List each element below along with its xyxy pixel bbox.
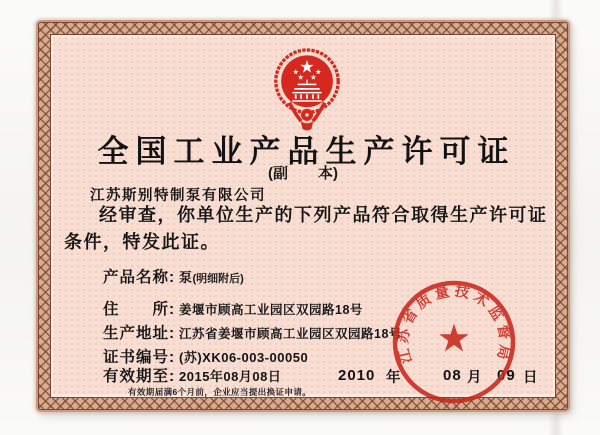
official-seal-stamp [388, 276, 520, 408]
field-value: 2015年08月08日 [179, 369, 282, 384]
certificate-title: 全国工业产品生产许可证 [97, 134, 516, 169]
license-certificate [36, 20, 570, 412]
field-value: 江苏省姜堰市顾高工业园区双园路18号 [179, 327, 402, 341]
company-name: 江苏斯别特制泵有限公司 [90, 188, 266, 204]
field-label: 产品名称: [103, 269, 176, 286]
issue-month: 08 [443, 367, 462, 384]
issue-year: 2010 [338, 367, 376, 384]
field-production-address [103, 321, 402, 343]
field-label: 生产地址: [103, 325, 176, 342]
seal-text: 江苏省质量技术监督局 [395, 283, 513, 365]
issue-day: 09 [497, 367, 516, 384]
certificate-subtitle: (副 本) [268, 165, 338, 182]
field-value: 泵 [179, 270, 193, 285]
certificate-content [36, 20, 570, 412]
field-value: 姜堰市顾高工业园区双园路18号 [179, 303, 363, 317]
issue-month-unit: 月 [467, 370, 482, 386]
field-label: 有效期至: [103, 368, 176, 385]
field-label: 住 所: [103, 301, 176, 318]
issue-day-unit: 日 [523, 370, 538, 386]
field-label: 证书编号: [103, 349, 176, 366]
field-residence [103, 297, 363, 319]
field-value: (苏)XK06-003-00050 [179, 350, 309, 365]
svg-text:江苏省质量技术监督局 [393, 281, 513, 366]
national-emblem-icon [268, 46, 346, 132]
renewal-footnote: 有效期届满6个月前，企业应当提出换证申请。 [128, 387, 312, 397]
field-product-name [103, 265, 244, 287]
issue-year-unit: 年 [386, 370, 401, 386]
field-value-note: (明细附后) [192, 273, 244, 285]
statement-line-2: 条件，特发此证。 [64, 232, 220, 252]
statement-line-1: 经审查，你单位生产的下列产品符合取得生产许可证 [99, 205, 548, 225]
